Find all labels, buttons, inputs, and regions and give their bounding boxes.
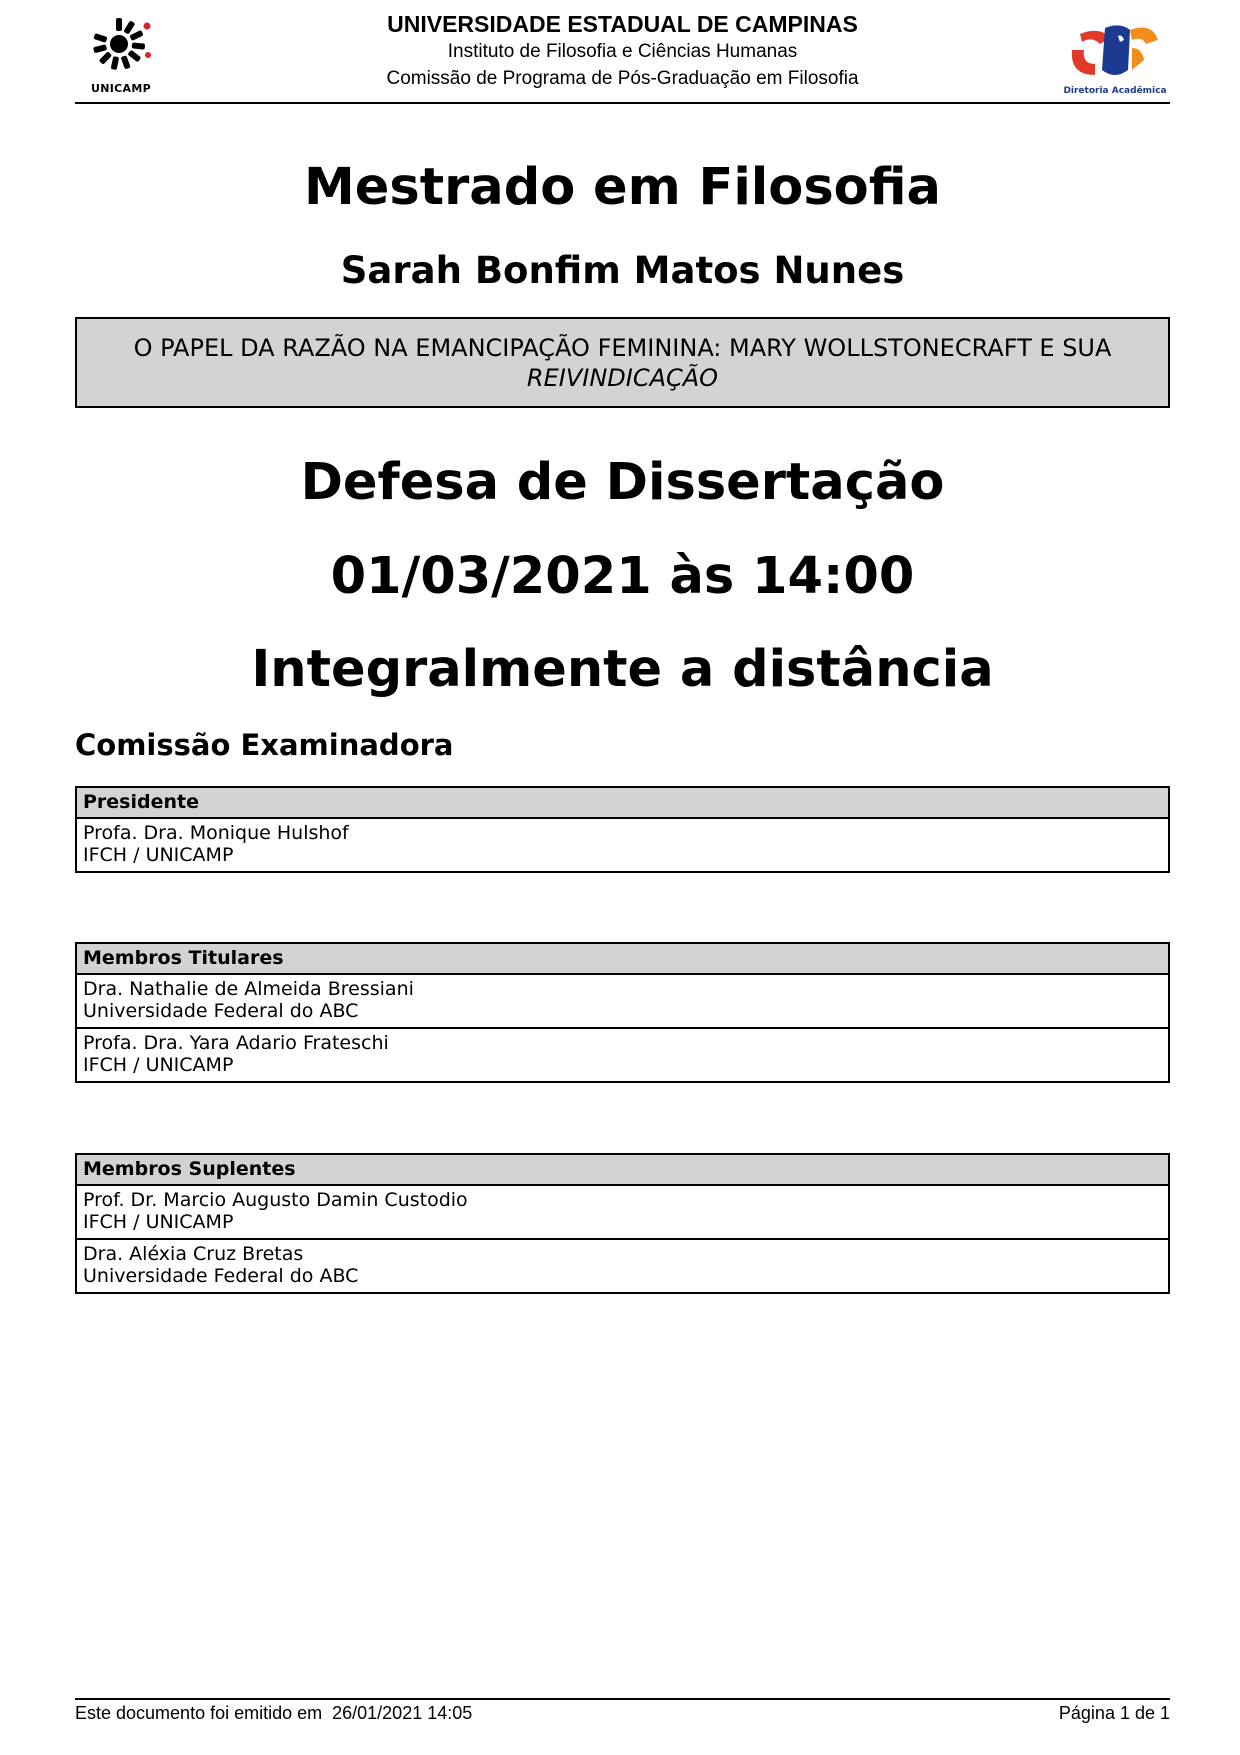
student-name: Sarah Bonfim Matos Nunes: [340, 249, 905, 292]
document-header: [75, 8, 1170, 104]
member-affiliation: IFCH / UNICAMP: [83, 1054, 234, 1076]
table-row: [77, 1186, 1168, 1240]
member-affiliation: IFCH / UNICAMP: [83, 844, 234, 866]
member-name: Dra. Aléxia Cruz Bretas: [83, 1243, 304, 1265]
event-type: Defesa de Dissertação: [300, 453, 945, 512]
commission-name: Comissão de Programa de Pós-Graduação em Filosofia: [386, 68, 859, 89]
dac-emblem-icon: [1060, 20, 1170, 86]
suplentes-table: [75, 1153, 1170, 1294]
university-name: UNIVERSIDADE ESTADUAL DE CAMPINAS: [387, 11, 858, 37]
unicamp-logo-text: UNICAMP: [91, 82, 151, 95]
thesis-title-line1: O PAPEL DA RAZÃO NA EMANCIPAÇÃO FEMININA: MARY WOLLSTONECRAFT E SUA: [133, 334, 1112, 362]
document-footer: [75, 1698, 1170, 1723]
member-name: Prof. Dr. Marcio Augusto Damin Custodio: [83, 1189, 468, 1211]
dac-logo: [1060, 20, 1170, 100]
table-row: [77, 1240, 1168, 1294]
member-name: Dra. Nathalie de Almeida Bressiani: [83, 978, 414, 1000]
member-affiliation: Universidade Federal do ABC: [83, 1265, 359, 1287]
header-titles: [275, 8, 970, 93]
member-name: Profa. Dra. Yara Adario Frateschi: [83, 1032, 389, 1054]
institute-name: Instituto de Filosofia e Ciências Humanas: [447, 41, 798, 62]
program-title: Mestrado em Filosofia: [304, 158, 941, 217]
titulares-table-header: Membros Titulares: [77, 944, 1168, 975]
unicamp-logo: [81, 14, 161, 98]
table-row: [77, 819, 1168, 873]
table-row: [77, 975, 1168, 1029]
event-mode: Integralmente a distância: [251, 640, 994, 699]
issued-date: Este documento foi emitido em 26/01/2021 14:05: [75, 1703, 473, 1723]
thesis-title-box: [75, 317, 1170, 408]
dac-logo-text: Diretoria Acadêmica: [1063, 86, 1167, 96]
titulares-table: [75, 942, 1170, 1083]
thesis-title-line2: REIVINDICAÇÃO: [526, 364, 719, 392]
member-affiliation: IFCH / UNICAMP: [83, 1211, 234, 1233]
committee-heading: Comissão Examinadora: [75, 728, 454, 762]
presidente-table: [75, 786, 1170, 873]
table-row: [77, 1029, 1168, 1083]
page-number: Página 1 de 1: [1058, 1703, 1170, 1723]
presidente-table-header: Presidente: [77, 788, 1168, 819]
member-name: Profa. Dra. Monique Hulshof: [83, 822, 349, 844]
unicamp-emblem-icon: [81, 14, 161, 80]
suplentes-table-header: Membros Suplentes: [77, 1155, 1168, 1186]
member-affiliation: Universidade Federal do ABC: [83, 1000, 359, 1022]
event-datetime: 01/03/2021 às 14:00: [330, 547, 915, 606]
